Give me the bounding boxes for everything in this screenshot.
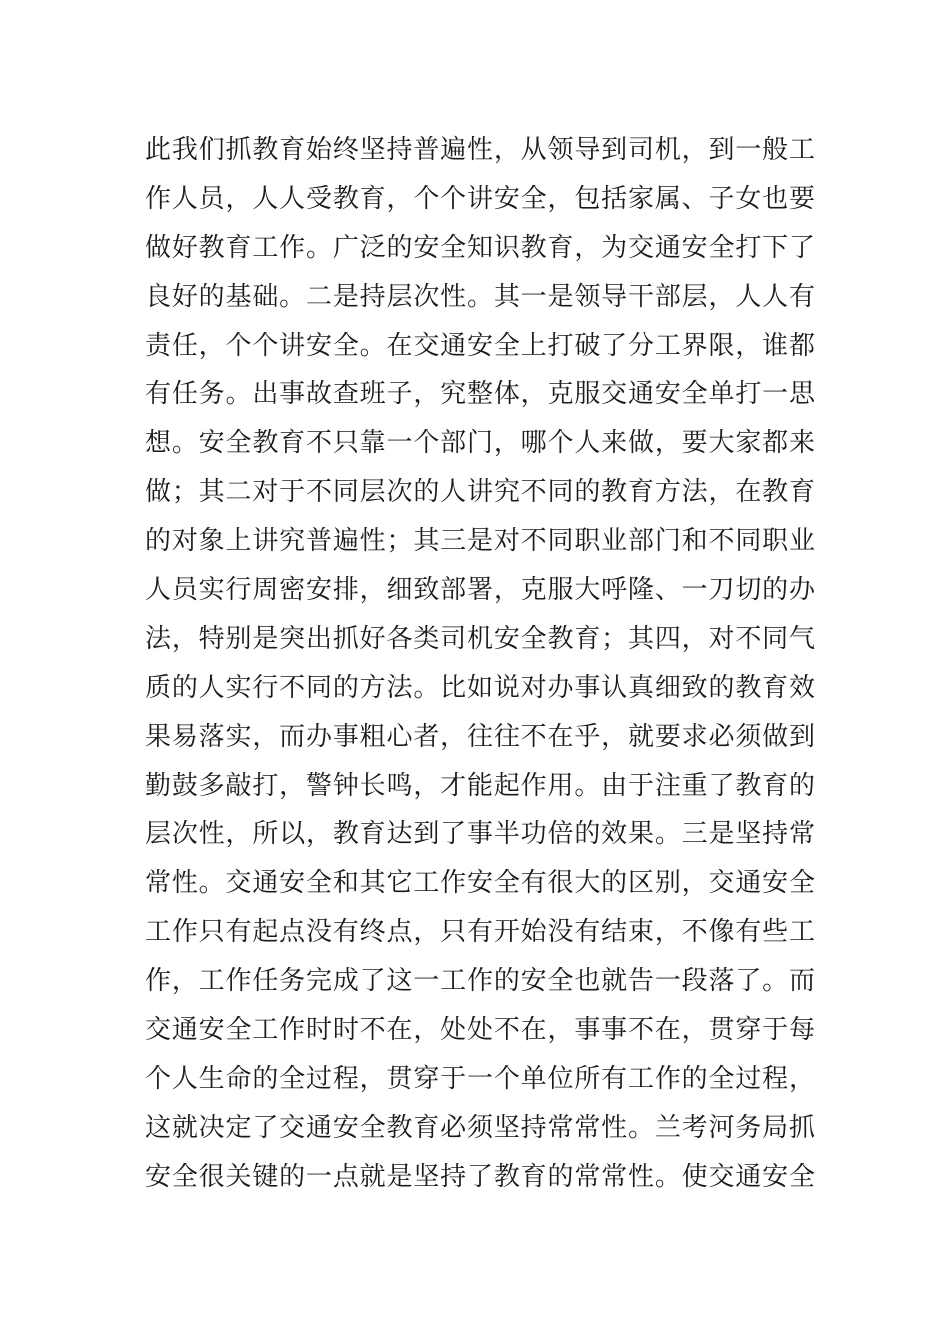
text-line: 责任，个个讲安全。在交通安全上打破了分工界限，谁都	[145, 330, 815, 361]
text-line: 质的人实行不同的方法。比如说对办事认真细致的教育效	[145, 672, 815, 703]
text-line: 果易落实，而办事粗心者，往往不在乎，就要求必须做到	[145, 721, 815, 752]
text-line: 层次性，所以，教育达到了事半功倍的效果。三是坚持常	[145, 819, 815, 850]
text-line: 常性。交通安全和其它工作安全有很大的区别，交通安全	[145, 868, 815, 899]
body-text	[145, 126, 815, 1202]
text-line: 法，特别是突出抓好各类司机安全教育；其四，对不同气	[145, 623, 815, 654]
text-line: 安全很关键的一点就是坚持了教育的常常性。使交通安全	[145, 1161, 815, 1192]
text-line: 有任务。出事故查班子，究整体，克服交通安全单打一思	[145, 379, 815, 410]
text-line: 这就决定了交通安全教育必须坚持常常性。兰考河务局抓	[145, 1112, 815, 1143]
text-line: 良好的基础。二是持层次性。其一是领导干部层，人人有	[145, 281, 815, 312]
text-line: 个人生命的全过程，贯穿于一个单位所有工作的全过程，	[145, 1063, 815, 1094]
text-line: 的对象上讲究普遍性；其三是对不同职业部门和不同职业	[145, 526, 815, 557]
text-line: 做；其二对于不同层次的人讲究不同的教育方法，在教育	[145, 477, 815, 508]
text-line: 此我们抓教育始终坚持普遍性，从领导到司机，到一般工	[145, 135, 815, 165]
text-line: 人员实行周密安排，细致部署，克服大呼隆、一刀切的办	[145, 575, 815, 606]
text-line: 想。安全教育不只靠一个部门，哪个人来做，要大家都来	[145, 428, 815, 459]
text-line: 作人员，人人受教育，个个讲安全，包括家属、子女也要	[145, 183, 815, 214]
text-line: 交通安全工作时时不在，处处不在，事事不在，贯穿于每	[145, 1015, 815, 1046]
text-line: 工作只有起点没有终点，只有开始没有结束，不像有些工	[145, 917, 815, 948]
text-line: 勤鼓多敲打，警钟长鸣，才能起作用。由于注重了教育的	[145, 770, 815, 801]
text-line: 做好教育工作。广泛的安全知识教育，为交通安全打下了	[145, 232, 815, 263]
text-line: 作，工作任务完成了这一工作的安全也就告一段落了。而	[145, 966, 815, 997]
